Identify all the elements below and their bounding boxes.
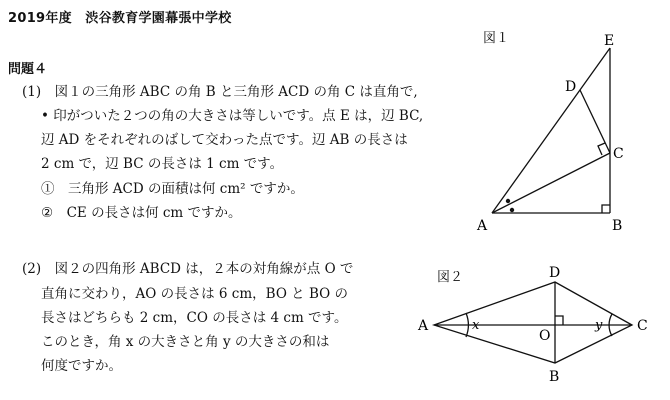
fig2-point-o: O bbox=[539, 328, 551, 344]
fig1-point-a: A bbox=[477, 218, 488, 234]
fig1-point-b: B bbox=[612, 218, 623, 234]
segment-ac bbox=[492, 153, 610, 213]
angle-dot-2 bbox=[510, 208, 514, 212]
part2-line-2: 直角に交わり，AO の長さは 6 cm，BO と BO の bbox=[41, 286, 348, 302]
figure1-label: 図１ bbox=[483, 31, 510, 46]
problem-title: 問題４ bbox=[8, 62, 48, 77]
part1-question-2: ② CE の長さは何 cm ですか。 bbox=[41, 205, 242, 221]
part1-question-1: ① 三角形 ACD の面積は何 cm² ですか。 bbox=[41, 181, 304, 197]
figure2-label: 図２ bbox=[437, 270, 464, 285]
fig2-point-d: D bbox=[549, 265, 561, 281]
angle-dot-1 bbox=[506, 199, 510, 203]
part2-line-5: 何度ですか。 bbox=[41, 358, 122, 374]
part1-line-1: (1) 図１の三角形 ABC の角 B と三角形 ACD の角 C は直角で, bbox=[22, 84, 418, 100]
fig1-point-c: C bbox=[613, 146, 624, 162]
header-title: 2019年度 渋谷教育学園幕張中学校 bbox=[8, 11, 232, 26]
right-angle-b bbox=[602, 205, 610, 213]
fig2-point-c: C bbox=[637, 318, 648, 334]
fig2-point-a: A bbox=[418, 318, 429, 334]
right-angle-c bbox=[598, 143, 605, 155]
segment-ae bbox=[492, 48, 610, 213]
part1-line-2: • 印がついた２つの角の大きさは等しいです。点 E は，辺 BC, bbox=[41, 108, 424, 124]
fig2-angle-x-label: x bbox=[472, 318, 480, 333]
fig1-point-d: D bbox=[565, 79, 577, 95]
part2-line-3: 長さはどちらも 2 cm，CO の長さは 4 cm です。 bbox=[41, 310, 348, 326]
part2-line-1: (2) 図２の四角形 ABCD は，２本の対角線が点 O で bbox=[22, 261, 354, 277]
fig1-point-e: E bbox=[604, 33, 615, 49]
segment-cd bbox=[580, 90, 610, 153]
part1-line-3: 辺 AD をそれぞれのばして交わった点です。辺 AB の長さは bbox=[41, 132, 408, 148]
fig2-angle-y-label: y bbox=[595, 318, 603, 333]
right-angle-o bbox=[555, 316, 563, 325]
fig2-point-b: B bbox=[549, 369, 560, 385]
part1-line-4: 2 cm で，辺 BC の長さは 1 cm です。 bbox=[41, 156, 284, 172]
part2-line-4: このとき，角 x の大きさと角 y の大きさの和は bbox=[41, 334, 330, 350]
